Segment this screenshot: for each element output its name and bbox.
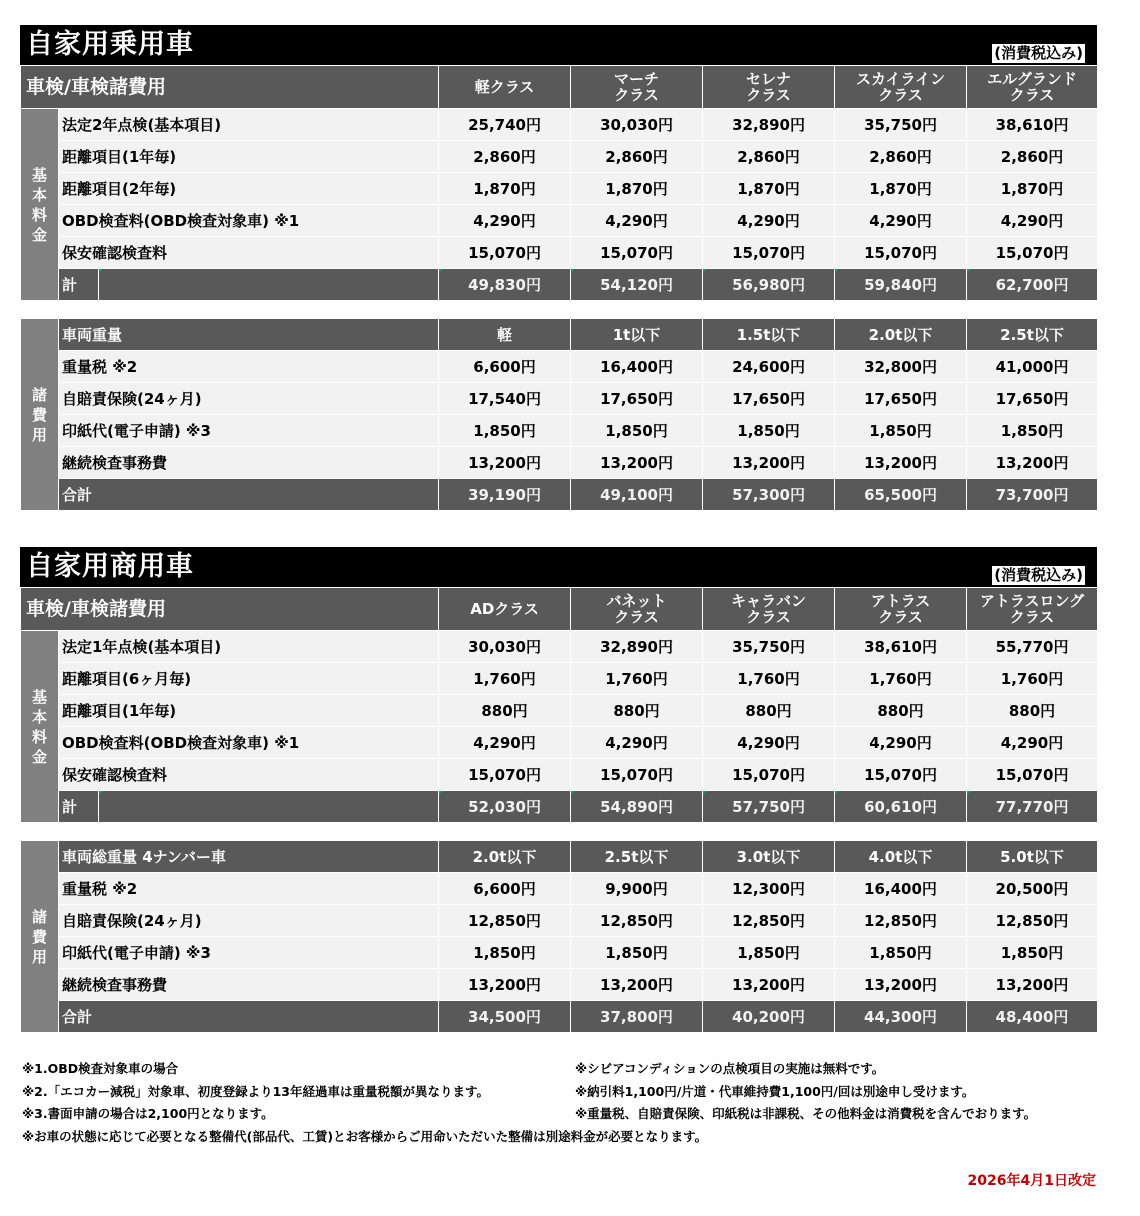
- price-cell: 17,540円: [439, 383, 571, 415]
- price-cell: 1,850円: [835, 937, 967, 969]
- tax-note: (消費税込み): [994, 566, 1083, 584]
- price-cell: 1,760円: [703, 663, 835, 695]
- price-cell: 25,740円: [439, 109, 571, 141]
- class-header-line: アトラスロング: [979, 592, 1085, 610]
- total-row: [21, 1001, 1098, 1033]
- total-cell: 54,120円: [571, 269, 703, 301]
- price-cell: 4,290円: [703, 205, 835, 237]
- weight-header: 4.0t以下: [835, 841, 967, 873]
- total-cell: 48,400円: [967, 1001, 1098, 1033]
- side-char: 諸: [31, 385, 47, 404]
- price-cell: 1,870円: [835, 173, 967, 205]
- note-tax: ※重量税、自賠責保険、印紙税は非課税、その他料金は消費税を含んでおります。: [575, 1106, 1037, 1121]
- class-header-line: クラス: [878, 86, 923, 104]
- total-label: 計: [59, 791, 99, 823]
- price-cell: 13,200円: [703, 447, 835, 479]
- row-label: 法定1年点検(基本項目): [59, 631, 439, 663]
- price-cell: 32,890円: [703, 109, 835, 141]
- weight-header: 3.0t以下: [703, 841, 835, 873]
- row-label: 距離項目(1年毎): [59, 695, 439, 727]
- class-header: [835, 588, 967, 631]
- class-header-line: アトラス: [870, 592, 931, 610]
- price-cell: 4,290円: [835, 205, 967, 237]
- table-row: [21, 205, 1098, 237]
- price-cell: 38,610円: [967, 109, 1098, 141]
- class-header-line: セレナ: [746, 70, 792, 88]
- class-header: [439, 588, 571, 631]
- header-label: 車検/車検諸費用: [21, 588, 439, 631]
- note-severe: ※シビアコンディションの点検項目の実施は無料です。: [575, 1061, 885, 1076]
- price-cell: 880円: [703, 695, 835, 727]
- class-header: [571, 66, 703, 109]
- price-cell: 1,850円: [439, 415, 571, 447]
- price-cell: 12,850円: [439, 905, 571, 937]
- total-cell: 65,500円: [835, 479, 967, 511]
- header-row: [21, 588, 1098, 631]
- row-label: 継続検査事務費: [59, 447, 439, 479]
- total-cell: 62,700円: [967, 269, 1098, 301]
- price-cell: 13,200円: [571, 969, 703, 1001]
- total-cell: 54,890円: [571, 791, 703, 823]
- notes-right: [575, 1058, 1036, 1126]
- price-cell: 13,200円: [703, 969, 835, 1001]
- price-cell: 1,870円: [967, 173, 1098, 205]
- total-cell: 37,800円: [571, 1001, 703, 1033]
- note-1: ※1.OBD検査対象車の場合: [22, 1061, 179, 1076]
- price-cell: 15,070円: [703, 237, 835, 269]
- side-char: 用: [31, 425, 47, 444]
- price-cell: 4,290円: [571, 727, 703, 759]
- table-row: [21, 415, 1098, 447]
- price-cell: 880円: [571, 695, 703, 727]
- price-cell: 12,850円: [835, 905, 967, 937]
- table-row: [21, 727, 1098, 759]
- class-header-line: マーチ: [614, 70, 660, 88]
- price-cell: 15,070円: [571, 759, 703, 791]
- table-row: [21, 383, 1098, 415]
- class-header-line: キャラバン: [731, 592, 807, 610]
- price-cell: 1,760円: [967, 663, 1098, 695]
- price-cell: 2,860円: [703, 141, 835, 173]
- price-cell: 4,290円: [439, 205, 571, 237]
- class-header-line: クラス: [614, 608, 659, 626]
- price-cell: 13,200円: [967, 969, 1098, 1001]
- class-header: [703, 588, 835, 631]
- price-cell: 4,290円: [571, 205, 703, 237]
- class-header-line: クラス: [1009, 86, 1055, 104]
- basic-fee-side-label: [21, 109, 59, 301]
- weight-row: [21, 319, 1098, 351]
- class-header-line: スカイライン: [855, 70, 946, 88]
- price-cell: 35,750円: [835, 109, 967, 141]
- price-cell: 2,860円: [835, 141, 967, 173]
- side-char: 本: [31, 707, 47, 726]
- row-label: 保安確認検査料: [59, 759, 439, 791]
- weight-header: 2.0t以下: [439, 841, 571, 873]
- weight-row: [21, 841, 1098, 873]
- price-cell: 1,870円: [439, 173, 571, 205]
- price-cell: 6,600円: [439, 351, 571, 383]
- row-label: 印紙代(電子申請) ※3: [59, 937, 439, 969]
- total-cell: 49,100円: [571, 479, 703, 511]
- row-label: 重量税 ※2: [59, 873, 439, 905]
- total-cell: 44,300円: [835, 1001, 967, 1033]
- total-label: 合計: [59, 1001, 439, 1033]
- revision-date: 2026年4月1日改定: [967, 1173, 1096, 1189]
- row-label: 距離項目(6ヶ月毎): [59, 663, 439, 695]
- note-4: ※お車の状態に応じて必要となる整備代(部品代、工賃)とお客様からご用命いただいた整備は別途料金が必要となります。: [22, 1128, 708, 1144]
- total-label: 計: [59, 269, 99, 301]
- total-cell: 49,830円: [439, 269, 571, 301]
- table-row: [21, 109, 1098, 141]
- row-label: 距離項目(1年毎): [59, 141, 439, 173]
- price-cell: 30,030円: [439, 631, 571, 663]
- price-cell: 13,200円: [571, 447, 703, 479]
- table-row: [21, 173, 1098, 205]
- price-cell: 1,870円: [571, 173, 703, 205]
- class-header-line: 軽クラス: [474, 78, 535, 96]
- row-label: 自賠責保険(24ヶ月): [59, 905, 439, 937]
- price-cell: 1,850円: [703, 415, 835, 447]
- price-cell: 1,850円: [967, 415, 1098, 447]
- side-char: 料: [31, 727, 47, 746]
- price-cell: 17,650円: [571, 383, 703, 415]
- side-char: 費: [31, 927, 47, 946]
- side-char: 金: [31, 225, 47, 244]
- price-cell: 12,300円: [703, 873, 835, 905]
- header-label: 車検/車検諸費用: [21, 66, 439, 109]
- price-cell: 6,600円: [439, 873, 571, 905]
- total-cell: 59,840円: [835, 269, 967, 301]
- price-cell: 13,200円: [439, 447, 571, 479]
- price-cell: 17,650円: [703, 383, 835, 415]
- price-cell: 17,650円: [835, 383, 967, 415]
- price-cell: 4,290円: [439, 727, 571, 759]
- price-cell: 15,070円: [967, 759, 1098, 791]
- weight-header: 1.5t以下: [703, 319, 835, 351]
- price-cell: 1,850円: [571, 415, 703, 447]
- total-cell: 57,750円: [703, 791, 835, 823]
- section-title: 自家用乗用車: [26, 29, 194, 60]
- class-header: [439, 66, 571, 109]
- class-header-line: クラス: [746, 86, 791, 104]
- weight-header: 2.5t以下: [571, 841, 703, 873]
- weight-header: 軽: [439, 319, 571, 351]
- price-cell: 880円: [835, 695, 967, 727]
- total-spacer: [99, 791, 439, 823]
- table-row: [21, 351, 1098, 383]
- weight-label: 車両重量: [59, 319, 439, 351]
- table-row: [21, 937, 1098, 969]
- note-2: ※2.「エコカー減税」対象車、初度登録より13年経過車は重量税額が異なります。: [22, 1083, 489, 1099]
- note-3: ※3.書面申請の場合は2,100円となります。: [22, 1106, 274, 1121]
- total-cell: 39,190円: [439, 479, 571, 511]
- class-header-line: エルグランド: [987, 70, 1077, 88]
- price-cell: 41,000円: [967, 351, 1098, 383]
- price-cell: 15,070円: [703, 759, 835, 791]
- total-cell: 57,300円: [703, 479, 835, 511]
- price-cell: 880円: [439, 695, 571, 727]
- total-row: [21, 479, 1098, 511]
- price-cell: 1,850円: [835, 415, 967, 447]
- weight-header: 1t以下: [571, 319, 703, 351]
- price-cell: 15,070円: [967, 237, 1098, 269]
- passenger-title-bar: [20, 25, 1097, 65]
- table-row: [21, 695, 1098, 727]
- price-cell: 16,400円: [571, 351, 703, 383]
- price-cell: 15,070円: [571, 237, 703, 269]
- price-cell: 15,070円: [439, 237, 571, 269]
- table-row: [21, 759, 1098, 791]
- price-cell: 38,610円: [835, 631, 967, 663]
- class-header-line: バネット: [606, 592, 667, 610]
- commercial-title-bar: [20, 547, 1097, 587]
- row-label: 距離項目(2年毎): [59, 173, 439, 205]
- class-header: [967, 588, 1098, 631]
- commercial-section: [20, 547, 1097, 1033]
- total-cell: 40,200円: [703, 1001, 835, 1033]
- table-row: [21, 969, 1098, 1001]
- class-header: [967, 66, 1098, 109]
- class-header-line: クラス: [746, 608, 791, 626]
- total-cell: 34,500円: [439, 1001, 571, 1033]
- price-cell: 30,030円: [571, 109, 703, 141]
- class-header: [835, 66, 967, 109]
- class-header: [571, 588, 703, 631]
- basic-fee-side-label: [21, 631, 59, 823]
- price-cell: 15,070円: [439, 759, 571, 791]
- price-cell: 55,770円: [967, 631, 1098, 663]
- price-cell: 4,290円: [703, 727, 835, 759]
- row-label: 重量税 ※2: [59, 351, 439, 383]
- table-row: [21, 141, 1098, 173]
- total-spacer: [99, 269, 439, 301]
- weight-header: 2.5t以下: [967, 319, 1098, 351]
- price-cell: 1,850円: [703, 937, 835, 969]
- row-label: 保安確認検査料: [59, 237, 439, 269]
- price-cell: 1,760円: [571, 663, 703, 695]
- row-label: OBD検査料(OBD検査対象車) ※1: [59, 727, 439, 759]
- price-cell: 24,600円: [703, 351, 835, 383]
- price-cell: 12,850円: [967, 905, 1098, 937]
- row-label: 継続検査事務費: [59, 969, 439, 1001]
- price-cell: 1,850円: [967, 937, 1098, 969]
- table-row: [21, 447, 1098, 479]
- total-row: [21, 791, 1098, 823]
- price-cell: 13,200円: [835, 969, 967, 1001]
- table-row: [21, 631, 1098, 663]
- price-cell: 13,200円: [967, 447, 1098, 479]
- class-header-line: クラス: [614, 86, 659, 104]
- side-char: 用: [31, 947, 47, 966]
- commercial-fees-table: [20, 840, 1098, 1033]
- total-cell: 60,610円: [835, 791, 967, 823]
- price-cell: 17,650円: [967, 383, 1098, 415]
- side-char: 基: [31, 165, 47, 184]
- price-cell: 2,860円: [571, 141, 703, 173]
- price-cell: 35,750円: [703, 631, 835, 663]
- price-cell: 32,890円: [571, 631, 703, 663]
- total-cell: 52,030円: [439, 791, 571, 823]
- side-char: 料: [31, 205, 47, 224]
- price-cell: 4,290円: [967, 727, 1098, 759]
- total-label: 合計: [59, 479, 439, 511]
- side-char: 金: [31, 747, 47, 766]
- class-header-line: クラス: [1009, 608, 1055, 626]
- price-cell: 13,200円: [835, 447, 967, 479]
- side-char: 本: [31, 185, 47, 204]
- price-cell: 15,070円: [835, 237, 967, 269]
- total-cell: 77,770円: [967, 791, 1098, 823]
- price-cell: 1,850円: [439, 937, 571, 969]
- class-header-line: ADクラス: [470, 600, 539, 618]
- side-char: 諸: [31, 907, 47, 926]
- section-title: 自家用商用車: [26, 551, 194, 582]
- commercial-basic-table: [20, 587, 1098, 823]
- passenger-section: [20, 25, 1097, 511]
- price-cell: 32,800円: [835, 351, 967, 383]
- price-cell: 2,860円: [967, 141, 1098, 173]
- total-row: [21, 269, 1098, 301]
- price-cell: 9,900円: [571, 873, 703, 905]
- price-cell: 12,850円: [703, 905, 835, 937]
- price-cell: 880円: [967, 695, 1098, 727]
- tax-note: (消費税込み): [994, 44, 1083, 62]
- class-header-line: クラス: [878, 608, 923, 626]
- row-label: 印紙代(電子申請) ※3: [59, 415, 439, 447]
- misc-fee-side-label: [21, 841, 59, 1033]
- weight-label: 車両総重量 4ナンバー車: [59, 841, 439, 873]
- price-cell: 4,290円: [967, 205, 1098, 237]
- row-label: 法定2年点検(基本項目): [59, 109, 439, 141]
- passenger-basic-table: [20, 65, 1098, 301]
- price-cell: 13,200円: [439, 969, 571, 1001]
- weight-header: 5.0t以下: [967, 841, 1098, 873]
- misc-fee-side-label: [21, 319, 59, 511]
- price-cell: 4,290円: [835, 727, 967, 759]
- row-label: OBD検査料(OBD検査対象車) ※1: [59, 205, 439, 237]
- table-row: [21, 905, 1098, 937]
- class-header: [703, 66, 835, 109]
- side-char: 基: [31, 687, 47, 706]
- price-cell: 1,760円: [439, 663, 571, 695]
- price-cell: 1,870円: [703, 173, 835, 205]
- table-row: [21, 663, 1098, 695]
- total-cell: 56,980円: [703, 269, 835, 301]
- total-cell: 73,700円: [967, 479, 1098, 511]
- table-row: [21, 873, 1098, 905]
- price-cell: 1,850円: [571, 937, 703, 969]
- row-label: 自賠責保険(24ヶ月): [59, 383, 439, 415]
- price-cell: 15,070円: [835, 759, 967, 791]
- note-delivery: ※納引料1,100円/片道・代車維持費1,100円/回は別途申し受けます。: [575, 1083, 975, 1099]
- header-row: [21, 66, 1098, 109]
- price-cell: 1,760円: [835, 663, 967, 695]
- table-row: [21, 237, 1098, 269]
- passenger-fees-table: [20, 318, 1098, 511]
- price-cell: 20,500円: [967, 873, 1098, 905]
- price-cell: 2,860円: [439, 141, 571, 173]
- price-cell: 16,400円: [835, 873, 967, 905]
- price-cell: 12,850円: [571, 905, 703, 937]
- weight-header: 2.0t以下: [835, 319, 967, 351]
- side-char: 費: [31, 405, 47, 424]
